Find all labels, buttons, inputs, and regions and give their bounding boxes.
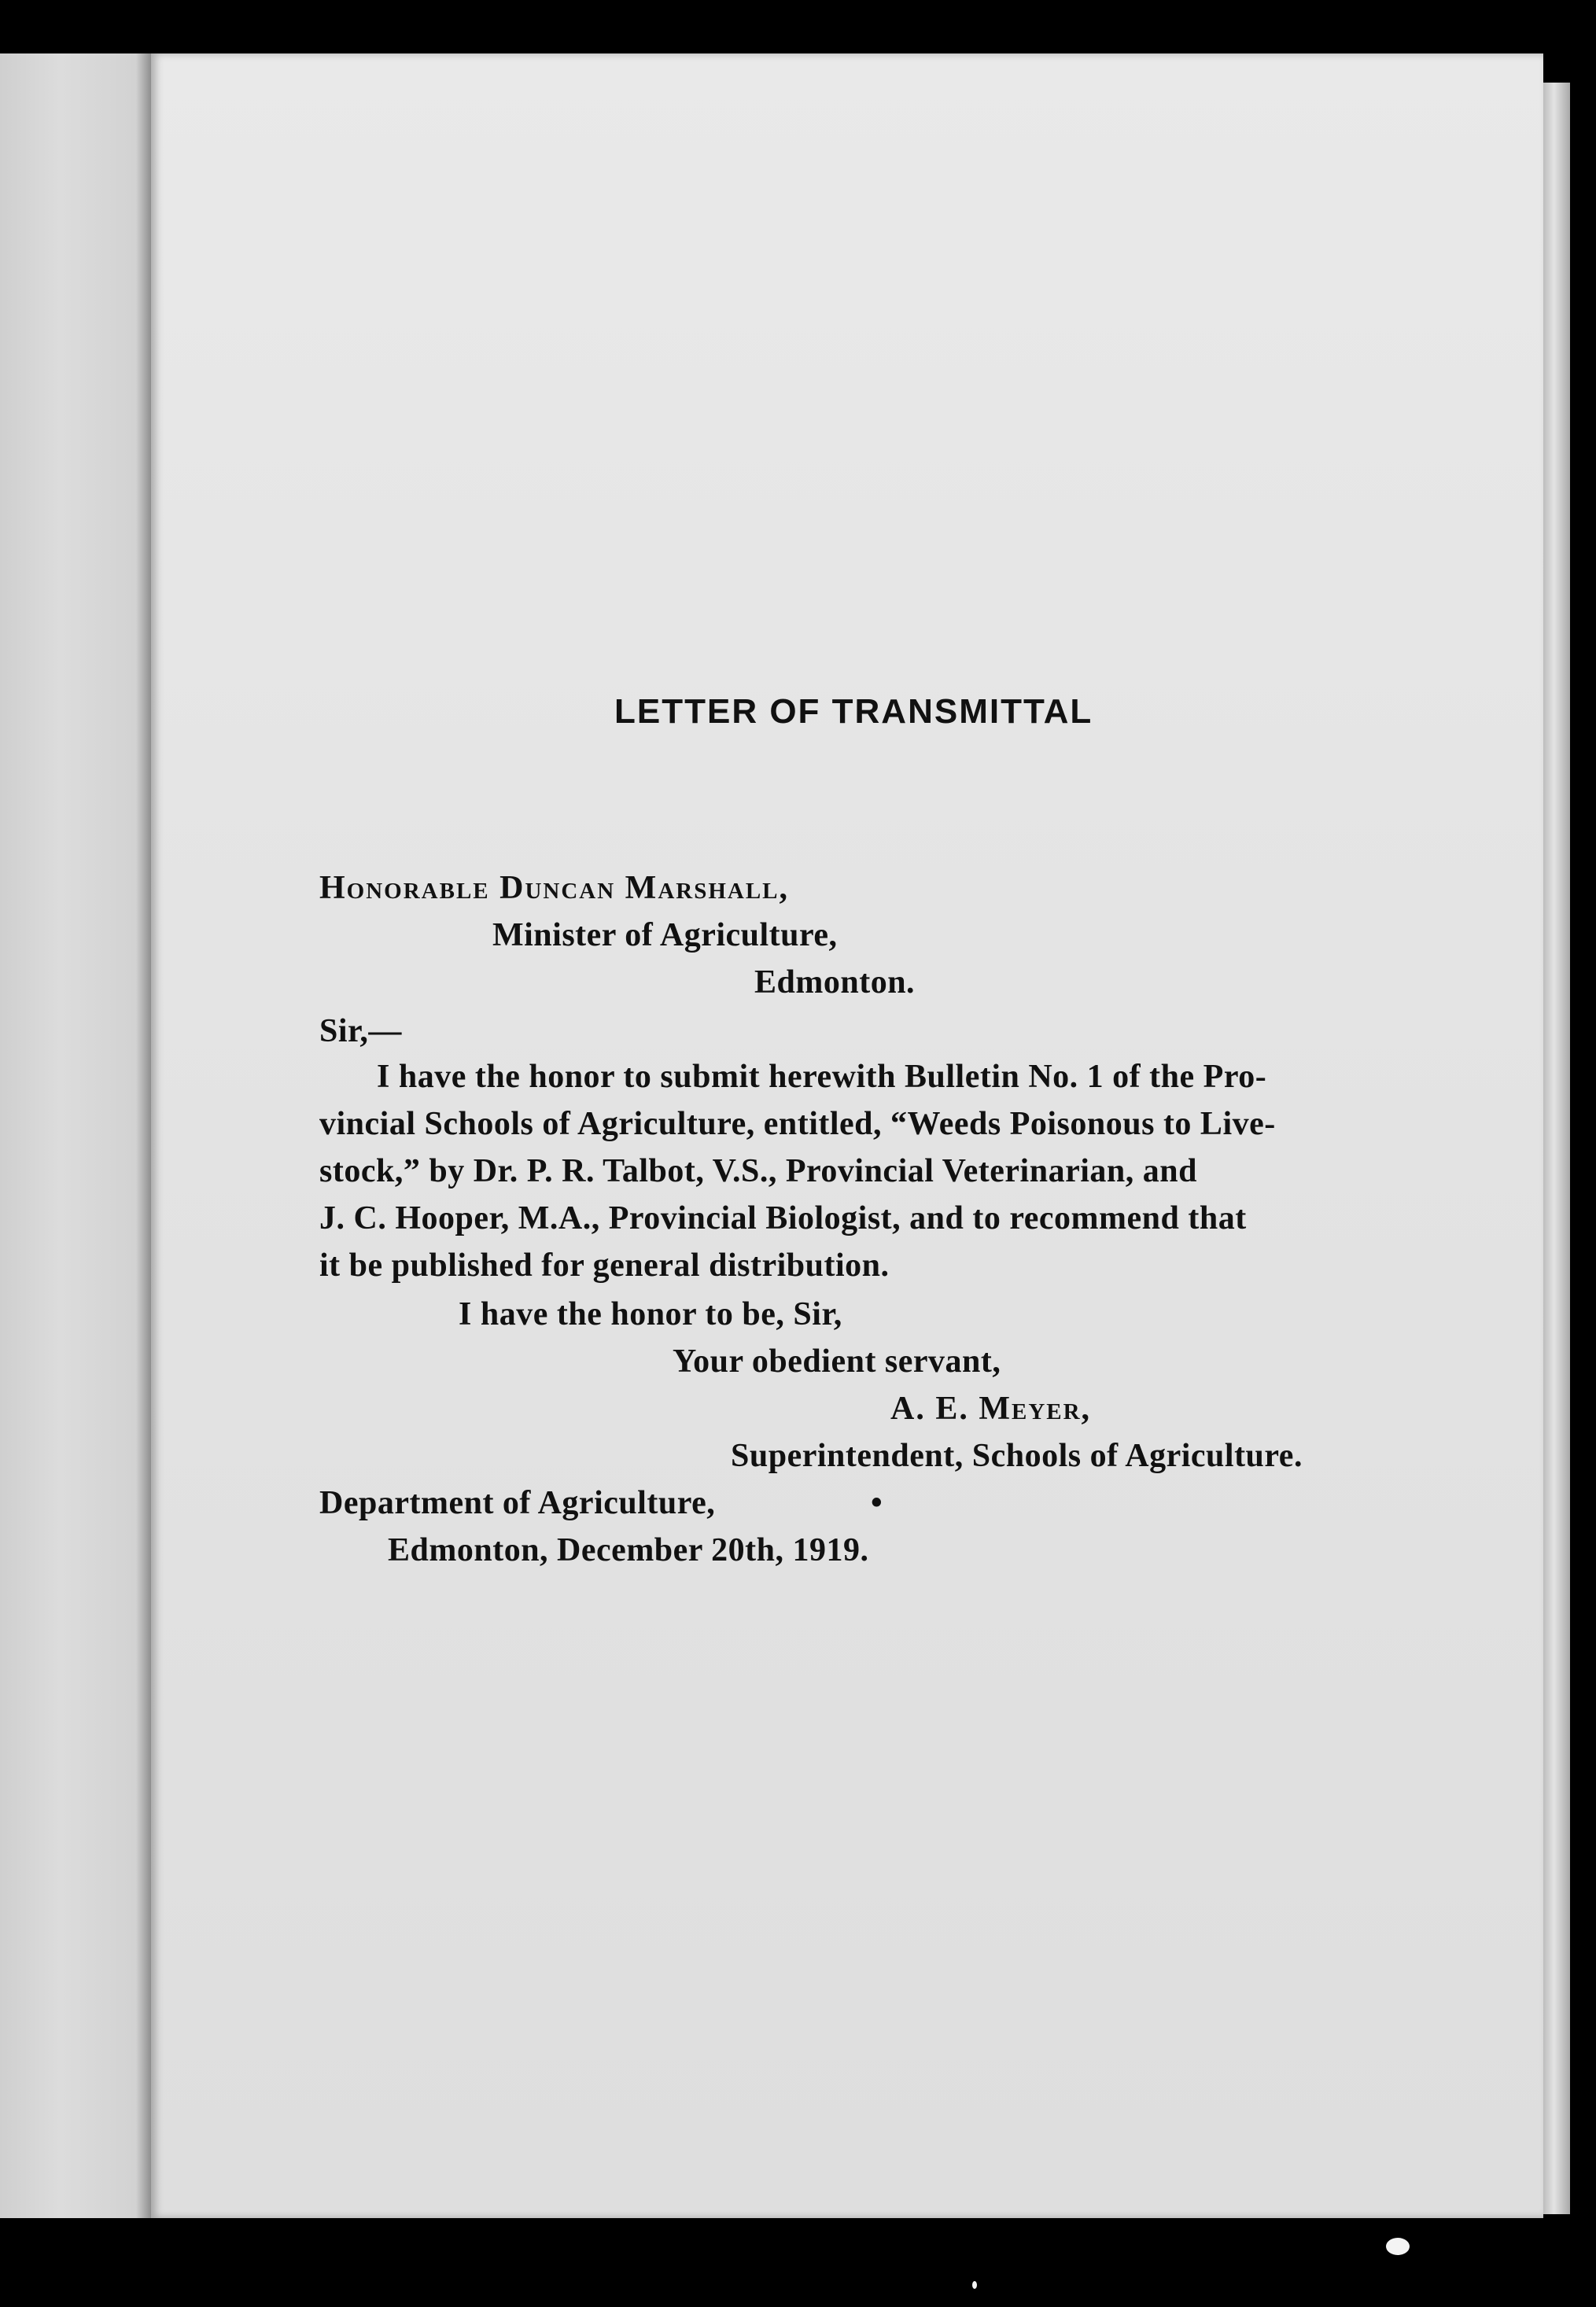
department-line: Department of Agriculture, <box>319 1485 716 1521</box>
signature-name: A. E. Meyer, <box>890 1391 1092 1427</box>
scan-speck <box>972 2281 977 2289</box>
addressee-position: Minister of Agriculture, <box>492 917 838 953</box>
page-title: LETTER OF TRANSMITTAL <box>614 692 1093 731</box>
body-line: J. C. Hooper, M.A., Provincial Biologist, and to recommend that <box>319 1200 1247 1236</box>
addressee-name: Honorable Duncan Marshall, <box>319 870 790 906</box>
body-line: it be published for general distribution. <box>319 1247 890 1284</box>
date-line: Edmonton, December 20th, 1919. <box>388 1532 869 1568</box>
closing-line: Your obedient servant, <box>673 1343 1001 1380</box>
closing-line: I have the honor to be, Sir, <box>459 1296 842 1332</box>
department-mark: • <box>871 1485 883 1521</box>
scan-speck <box>1386 2238 1410 2255</box>
addressee-place: Edmonton. <box>754 964 916 1001</box>
page-edge <box>1543 83 1570 2214</box>
facing-page <box>0 53 151 2218</box>
salutation: Sir,— <box>319 1013 402 1049</box>
body-line: vincial Schools of Agriculture, entitled, “Weeds Poisonous to Live- <box>319 1106 1276 1142</box>
signature-title: Superintendent, Schools of Agriculture. <box>731 1438 1303 1474</box>
body-line: stock,” by Dr. P. R. Talbot, V.S., Provincial Veterinarian, and <box>319 1153 1197 1189</box>
body-line: I have the honor to submit herewith Bulletin No. 1 of the Pro- <box>377 1059 1267 1095</box>
document-page <box>151 53 1543 2218</box>
